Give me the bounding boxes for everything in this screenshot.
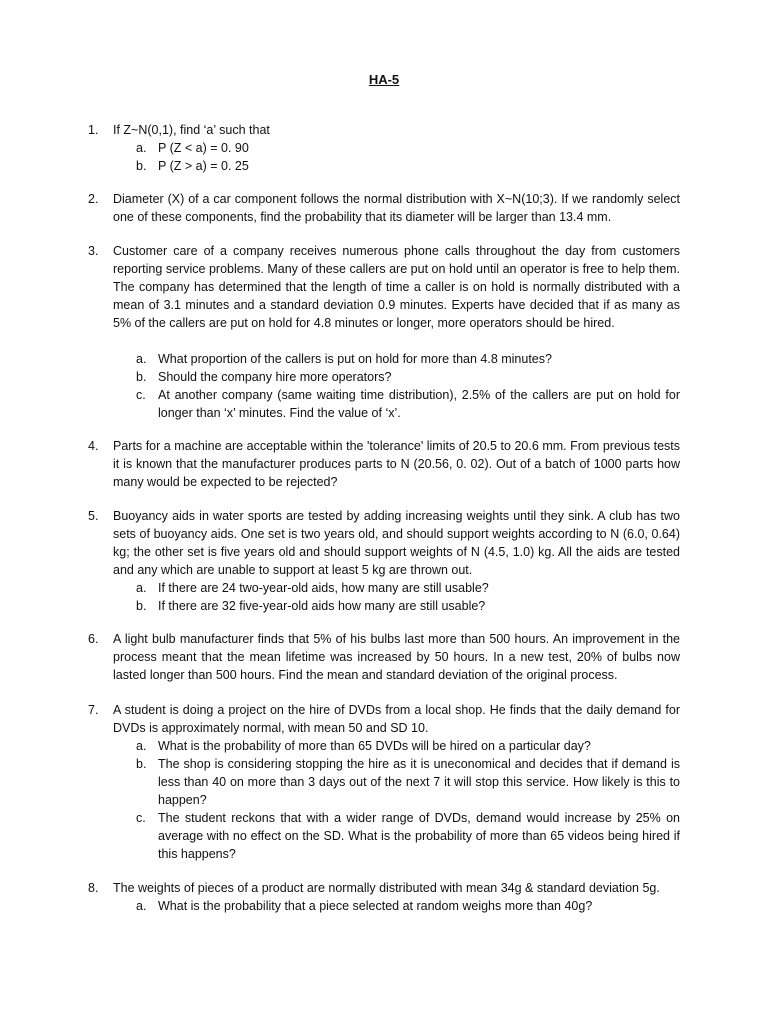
question-number: 8. [88, 881, 99, 895]
sub-question-c [136, 386, 680, 422]
question-7 [88, 701, 680, 863]
question-number: 1. [88, 123, 99, 137]
question-text: Customer care of a company receives numerous phone calls throughout the day from customers reporting service problems. Many of these callers are put on hold until an operator is free to help them. The company has determined that the length of time a caller is on hold is normally distributed with a mean of 3.1 minutes and a standard deviation 0.9 minutes. Experts have decided that if as many as 5% of the callers are put on hold for 4.8 minutes or longer, more operators should be hired. [113, 244, 680, 330]
question-text: If Z~N(0,1), find ‘a’ such that [113, 123, 270, 137]
question-4 [88, 437, 680, 491]
sub-question-b [136, 755, 680, 809]
sub-question-text: If there are 24 two-year-old aids, how many are still usable? [158, 581, 489, 595]
sub-question-a [136, 897, 680, 915]
question-6 [88, 630, 680, 684]
question-1 [88, 121, 680, 175]
question-text: Buoyancy aids in water sports are tested by adding increasing weights until they sink. A club has two sets of buoyancy aids. One set is two years old, and should support weights according to N (6.0, 0.64) kg; the other set is five years old and should support weights of N (4.5, 1.0) kg. All the aids are tested and any which are unable to support at least 5 kg are thrown out. [113, 509, 680, 577]
sub-question-label: a. [136, 581, 147, 595]
sub-question-b [136, 157, 680, 175]
question-number: 4. [88, 439, 99, 453]
sub-question-a [136, 350, 680, 368]
sub-question-label: a. [136, 899, 147, 913]
page-title: HA-5 [368, 72, 400, 87]
question-text: Parts for a machine are acceptable within the 'tolerance' limits of 20.5 to 20.6 mm. From previous tests it is known that the manufacturer produces parts to N (20.56, 0. 02). Out of a batch of 1000 parts how many would be expected to be rejected? [113, 439, 680, 489]
sub-question-text: What proportion of the callers is put on hold for more than 4.8 minutes? [158, 352, 552, 366]
sub-question-label: b. [136, 599, 147, 613]
sub-question-label: a. [136, 141, 147, 155]
question-text: A light bulb manufacturer finds that 5% of his bulbs last more than 500 hours. An improvement in the process meant that the mean lifetime was increased by 50 hours. In a new test, 20% of bulbs now lasted longer than 500 hours. Find the mean and standard deviation of the original process. [113, 632, 680, 682]
sub-question-label: c. [136, 811, 146, 825]
sub-question-text: The student reckons that with a wider range of DVDs, demand would increase by 25% on average with no effect on the SD. What is the probability of more than 65 videos being hired if this happens? [158, 811, 680, 861]
question-3 [88, 242, 680, 422]
sub-question-label: c. [136, 388, 146, 402]
sub-question-text: If there are 32 five-year-old aids how many are still usable? [158, 599, 486, 613]
sub-question-text: What is the probability that a piece selected at random weighs more than 40g? [158, 899, 593, 913]
question-number: 5. [88, 509, 99, 523]
question-text: The weights of pieces of a product are normally distributed with mean 34g & standard deviation 5g. [113, 881, 660, 895]
sub-question-label: b. [136, 370, 147, 384]
question-number: 3. [88, 244, 99, 258]
sub-question-text: What is the probability of more than 65 DVDs will be hired on a particular day? [158, 739, 591, 753]
sub-question-text: P (Z > a) = 0. 25 [158, 159, 249, 173]
sub-question-label: a. [136, 352, 147, 366]
question-number: 6. [88, 632, 99, 646]
question-number: 2. [88, 192, 99, 206]
sub-question-c [136, 809, 680, 863]
sub-question-b [136, 368, 680, 386]
question-number: 7. [88, 703, 99, 717]
sub-question-a [136, 737, 680, 755]
sub-question-b [136, 597, 680, 615]
question-5 [88, 507, 680, 615]
sub-question-text: At another company (same waiting time distribution), 2.5% of the callers are put on hold for longer than ‘x’ minutes. Find the value of ‘x’. [158, 388, 680, 420]
sub-question-text: P (Z < a) = 0. 90 [158, 141, 249, 155]
sub-question-a [136, 579, 680, 597]
question-2 [88, 190, 680, 226]
sub-question-text: The shop is considering stopping the hire as it is uneconomical and decides that if demand is less than 40 on more than 3 days out of the next 7 it will stop this service. How likely is this to happen? [158, 757, 680, 807]
sub-question-a [136, 139, 680, 157]
question-8 [88, 879, 680, 915]
sub-question-label: a. [136, 739, 147, 753]
sub-question-label: b. [136, 159, 147, 173]
question-text: A student is doing a project on the hire of DVDs from a local shop. He finds that the daily demand for DVDs is approximately normal, with mean 50 and SD 10. [113, 703, 680, 735]
sub-question-label: b. [136, 757, 147, 771]
question-text: Diameter (X) of a car component follows the normal distribution with X~N(10;3). If we randomly select one of these components, find the probability that its diameter will be larger than 13.4 mm. [113, 192, 680, 224]
sub-question-text: Should the company hire more operators? [158, 370, 392, 384]
